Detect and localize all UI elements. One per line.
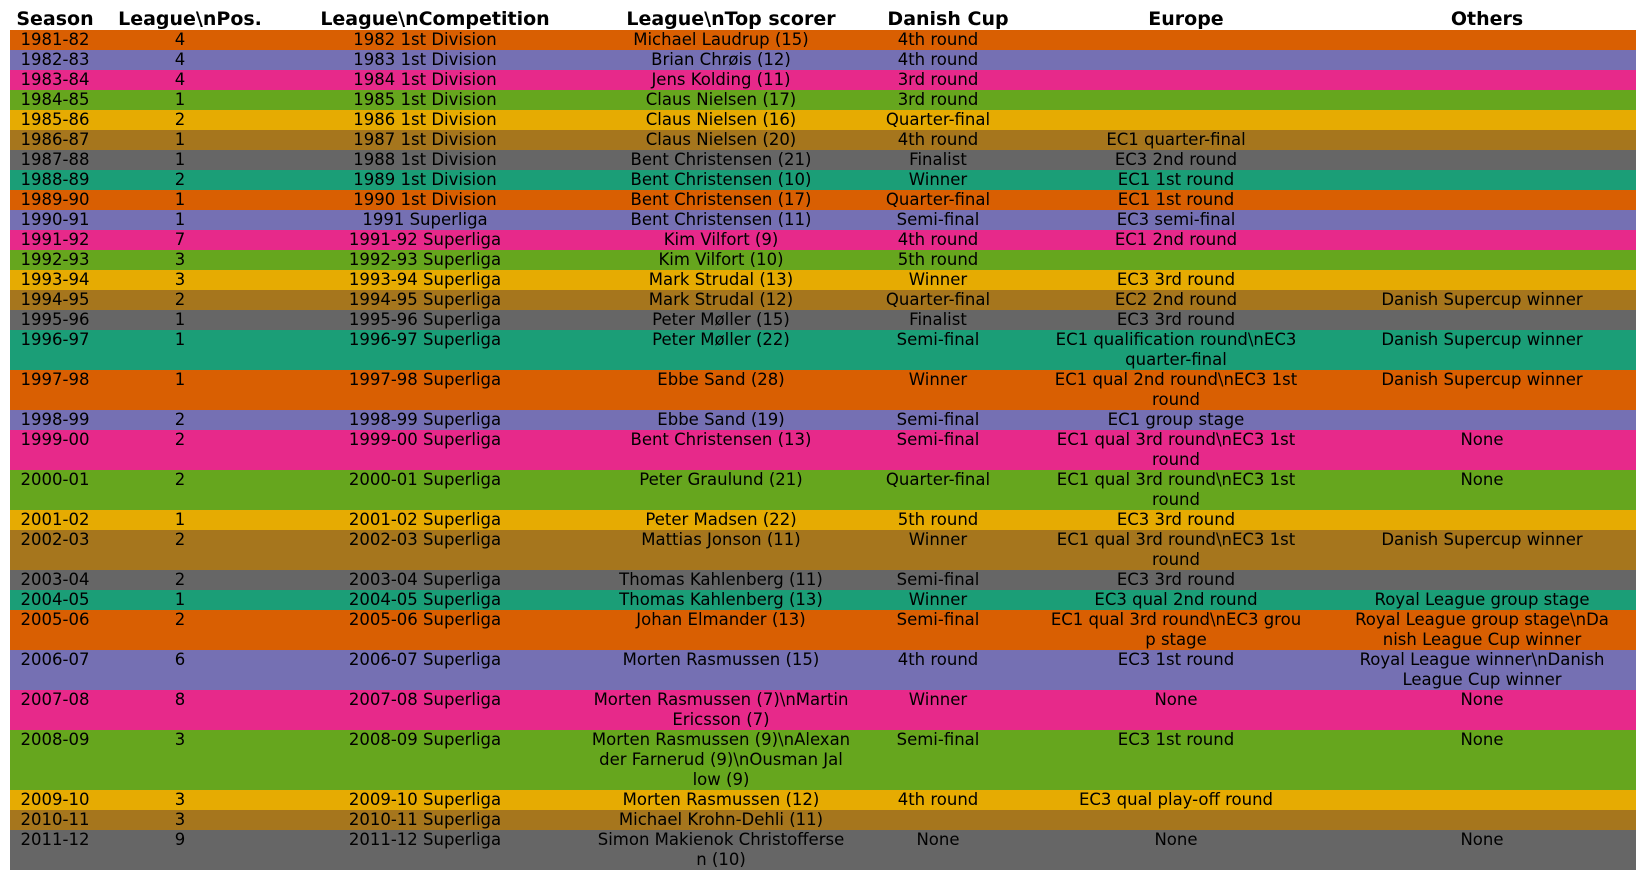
cell-league-pos: 3	[174, 270, 186, 289]
cell-top-scorer: Simon Makienok Christofferse n (10)	[597, 830, 845, 869]
cell-season: 1992-93	[20, 250, 90, 269]
cell-league-pos: 4	[174, 70, 186, 89]
cell-season: 1990-91	[20, 210, 90, 229]
cell-europe: EC3 1st round	[1117, 730, 1235, 749]
cell-league-pos: 3	[174, 730, 186, 749]
table-row	[10, 130, 1636, 150]
table-row	[10, 190, 1636, 210]
cell-others	[1328, 210, 1636, 230]
cell-danish-cup: Semi-final	[896, 410, 980, 429]
cell-league-pos: 2	[174, 530, 186, 549]
cell-league-pos: 2	[174, 410, 186, 429]
cell-league-pos: 6	[174, 650, 186, 669]
table-row	[10, 470, 1636, 510]
cell-top-scorer: Bent Christensen (10)	[630, 170, 812, 189]
cell-danish-cup: Quarter-final	[885, 110, 991, 129]
table-row	[10, 330, 1636, 370]
cell-league-competition: 1998-99 Superliga	[348, 410, 502, 429]
table-row	[10, 310, 1636, 330]
cell-others	[1328, 190, 1636, 210]
cell-danish-cup: 4th round	[897, 130, 979, 149]
cell-europe: EC1 qual 3rd round\nEC3 1st round	[1056, 530, 1296, 569]
cell-top-scorer: Ebbe Sand (28)	[657, 370, 785, 389]
table-row	[10, 170, 1636, 190]
cell-others	[1328, 50, 1636, 70]
cell-top-scorer: Morten Rasmussen (9)\nAlexan der Farnerud (9)\nOusman Jal low (9)	[591, 730, 851, 789]
cell-danish-cup: 4th round	[897, 650, 979, 669]
cell-danish-cup: Quarter-final	[885, 470, 991, 489]
cell-danish-cup: 5th round	[897, 510, 979, 529]
table-row	[10, 90, 1636, 110]
cell-europe: EC3 3rd round	[1116, 570, 1236, 589]
cell-league-pos: 3	[174, 250, 186, 269]
cell-others	[1328, 570, 1636, 590]
header-others: Others	[1450, 8, 1524, 30]
cell-top-scorer: Mark Strudal (12)	[648, 290, 794, 309]
cell-season: 2010-11	[20, 810, 90, 829]
cell-danish-cup: 5th round	[897, 250, 979, 269]
cell-league-competition: 1986 1st Division	[353, 110, 497, 129]
cell-league-pos: 1	[174, 90, 186, 109]
table-row	[10, 70, 1636, 90]
cell-europe: EC1 1st round	[1117, 170, 1235, 189]
cell-europe: EC3 1st round	[1117, 650, 1235, 669]
table-row	[10, 410, 1636, 430]
cell-league-competition: 2008-09 Superliga	[348, 730, 502, 749]
cell-others: Royal League winner\nDanish League Cup winner	[1359, 650, 1605, 689]
cell-league-competition: 1989 1st Division	[353, 170, 497, 189]
cell-danish-cup: 4th round	[897, 790, 979, 809]
cell-league-competition: 1983 1st Division	[353, 50, 497, 69]
cell-top-scorer: Morten Rasmussen (7)\nMartin Ericsson (7)	[593, 690, 849, 729]
cell-league-competition: 1995-96 Superliga	[348, 310, 502, 329]
cell-danish-cup: Semi-final	[896, 570, 980, 589]
table-row	[10, 30, 1636, 50]
cell-others: None	[1460, 830, 1504, 849]
cell-league-competition: 1992-93 Superliga	[348, 250, 502, 269]
cell-top-scorer: Peter Graulund (21)	[639, 470, 803, 489]
cell-league-pos: 1	[174, 330, 186, 349]
cell-top-scorer: Peter Møller (15)	[652, 310, 790, 329]
cell-europe: EC3 qual play-off round	[1078, 790, 1274, 809]
cell-danish-cup: Winner	[908, 530, 968, 549]
header-league-pos: League\nPos.	[118, 8, 262, 30]
cell-league-pos: 2	[174, 570, 186, 589]
cell-europe: EC1 qualification round\nEC3 quarter-final	[1055, 330, 1297, 369]
cell-league-pos: 2	[174, 610, 186, 629]
cell-others: Danish Supercup winner	[1381, 370, 1583, 389]
cell-season: 2009-10	[20, 790, 90, 809]
cell-danish-cup: Finalist	[909, 150, 967, 169]
cell-europe: EC1 group stage	[1107, 410, 1245, 429]
cell-top-scorer: Bent Christensen (13)	[630, 430, 812, 449]
cell-others: None	[1460, 430, 1504, 449]
cell-league-pos: 2	[174, 470, 186, 489]
cell-league-pos: 9	[174, 830, 186, 849]
cell-top-scorer: Michael Krohn-Dehli (11)	[618, 810, 824, 829]
table-row	[10, 510, 1636, 530]
table-row	[10, 830, 1636, 870]
table-row	[10, 270, 1636, 290]
cell-top-scorer: Peter Madsen (22)	[645, 510, 797, 529]
cell-europe	[1024, 30, 1328, 50]
cell-europe: EC1 qual 3rd round\nEC3 1st round	[1056, 470, 1296, 509]
cell-others: Royal League group stage	[1374, 590, 1590, 609]
table-row	[10, 690, 1636, 730]
cell-season: 1981-82	[20, 30, 90, 49]
cell-season: 2005-06	[20, 610, 90, 629]
cell-league-pos: 4	[174, 30, 186, 49]
cell-league-competition: 2006-07 Superliga	[348, 650, 502, 669]
cell-europe: EC3 3rd round	[1116, 270, 1236, 289]
cell-europe: EC1 quarter-final	[1106, 130, 1246, 149]
cell-danish-cup: Semi-final	[896, 730, 980, 749]
cell-league-competition: 2004-05 Superliga	[348, 590, 502, 609]
cell-danish-cup: 4th round	[897, 230, 979, 249]
cell-danish-cup: Winner	[908, 690, 968, 709]
cell-others	[1328, 790, 1636, 810]
cell-league-competition: 2002-03 Superliga	[348, 530, 502, 549]
cell-league-competition: 2003-04 Superliga	[348, 570, 502, 589]
cell-season: 2006-07	[20, 650, 90, 669]
cell-league-competition: 2009-10 Superliga	[348, 790, 502, 809]
cell-europe	[1024, 250, 1328, 270]
cell-others: None	[1460, 730, 1504, 749]
cell-danish-cup: 3rd round	[897, 90, 979, 109]
header-europe: Europe	[1148, 8, 1224, 30]
cell-others	[1328, 130, 1636, 150]
cell-league-pos: 1	[174, 210, 186, 229]
cell-top-scorer: Kim Vilfort (9)	[663, 230, 779, 249]
cell-top-scorer: Claus Nielsen (16)	[645, 110, 797, 129]
cell-top-scorer: Claus Nielsen (20)	[645, 130, 797, 149]
cell-danish-cup: Semi-final	[896, 210, 980, 229]
cell-league-competition: 1991-92 Superliga	[348, 230, 502, 249]
cell-top-scorer: Thomas Kahlenberg (13)	[619, 590, 823, 609]
cell-danish-cup: Finalist	[909, 310, 967, 329]
cell-top-scorer: Morten Rasmussen (12)	[622, 790, 820, 809]
cell-top-scorer: Jens Kolding (11)	[651, 70, 791, 89]
cell-league-competition: 1984 1st Division	[353, 70, 497, 89]
cell-season: 2007-08	[20, 690, 90, 709]
cell-others	[1328, 250, 1636, 270]
cell-others: Royal League group stage\nDa nish League Cup winner	[1355, 610, 1609, 649]
cell-season: 1986-87	[20, 130, 90, 149]
cell-league-pos: 2	[174, 290, 186, 309]
cell-top-scorer: Thomas Kahlenberg (11)	[619, 570, 823, 589]
cell-europe: None	[1154, 690, 1198, 709]
cell-season: 1996-97	[20, 330, 90, 349]
cell-season: 1988-89	[20, 170, 90, 189]
cell-league-pos: 1	[174, 150, 186, 169]
cell-europe: EC1 2nd round	[1114, 230, 1238, 249]
cell-league-pos: 1	[174, 590, 186, 609]
cell-others	[1328, 70, 1636, 90]
cell-europe: EC1 qual 3rd round\nEC3 grou p stage	[1050, 610, 1302, 649]
cell-danish-cup: Quarter-final	[885, 190, 991, 209]
cell-league-competition: 1994-95 Superliga	[348, 290, 502, 309]
cell-others	[1328, 410, 1636, 430]
cell-europe: EC3 3rd round	[1116, 510, 1236, 529]
cell-league-competition: 2000-01 Superliga	[348, 470, 502, 489]
cell-europe: EC1 1st round	[1117, 190, 1235, 209]
cell-league-competition: 1985 1st Division	[353, 90, 497, 109]
table-row	[10, 590, 1636, 610]
cell-europe	[1024, 110, 1328, 130]
cell-league-competition: 1997-98 Superliga	[348, 370, 502, 389]
cell-season: 1999-00	[20, 430, 90, 449]
cell-others	[1328, 310, 1636, 330]
cell-top-scorer: Mattias Jonson (11)	[641, 530, 801, 549]
table-row	[10, 290, 1636, 310]
cell-others	[1328, 230, 1636, 250]
table-row	[10, 570, 1636, 590]
cell-season: 1995-96	[20, 310, 90, 329]
table-row	[10, 730, 1636, 790]
cell-league-competition: 1987 1st Division	[353, 130, 497, 149]
cell-league-competition: 1991 Superliga	[362, 210, 488, 229]
cell-others	[1328, 270, 1636, 290]
table-row	[10, 610, 1636, 650]
cell-europe: EC3 2nd round	[1114, 150, 1238, 169]
cell-top-scorer: Bent Christensen (11)	[630, 210, 812, 229]
cell-season: 1991-92	[20, 230, 90, 249]
cell-others	[1328, 510, 1636, 530]
cell-league-competition: 1999-00 Superliga	[348, 430, 502, 449]
cell-others: None	[1460, 470, 1504, 489]
cell-top-scorer: Bent Christensen (21)	[630, 150, 812, 169]
cell-others: Danish Supercup winner	[1381, 330, 1583, 349]
cell-league-competition: 2001-02 Superliga	[348, 510, 502, 529]
cell-others	[1328, 110, 1636, 130]
cell-europe	[1024, 70, 1328, 90]
cell-season: 1997-98	[20, 370, 90, 389]
cell-europe: EC3 3rd round	[1116, 310, 1236, 329]
table-row	[10, 650, 1636, 690]
table-row	[10, 250, 1636, 270]
cell-others	[1328, 810, 1636, 830]
table-row	[10, 790, 1636, 810]
header-league-competition: League\nCompetition	[320, 8, 550, 30]
cell-europe: EC3 semi-final	[1116, 210, 1236, 229]
cell-europe: EC2 2nd round	[1114, 290, 1238, 309]
cell-league-pos: 1	[174, 190, 186, 209]
cell-top-scorer: Peter Møller (22)	[652, 330, 790, 349]
cell-danish-cup: Semi-final	[896, 610, 980, 629]
cell-others	[1328, 170, 1636, 190]
table-row	[10, 50, 1636, 70]
cell-others: Danish Supercup winner	[1381, 290, 1583, 309]
cell-league-pos: 3	[174, 790, 186, 809]
cell-season: 1987-88	[20, 150, 90, 169]
cell-season: 2001-02	[20, 510, 90, 529]
cell-league-competition: 2007-08 Superliga	[348, 690, 502, 709]
cell-danish-cup: Winner	[908, 170, 968, 189]
cell-europe: EC3 qual 2nd round	[1094, 590, 1258, 609]
cell-top-scorer: Bent Christensen (17)	[630, 190, 812, 209]
cell-season: 1983-84	[20, 70, 90, 89]
cell-season: 1985-86	[20, 110, 90, 129]
cell-league-pos: 8	[174, 690, 186, 709]
cell-league-competition: 2005-06 Superliga	[348, 610, 502, 629]
cell-league-pos: 7	[174, 230, 186, 249]
cell-danish-cup: 3rd round	[897, 70, 979, 89]
cell-danish-cup: None	[916, 830, 960, 849]
cell-europe: EC1 qual 3rd round\nEC3 1st round	[1056, 430, 1296, 469]
table-row	[10, 370, 1636, 410]
cell-league-pos: 1	[174, 510, 186, 529]
cell-danish-cup: Winner	[908, 370, 968, 389]
cell-europe	[1024, 90, 1328, 110]
cell-season: 2002-03	[20, 530, 90, 549]
cell-top-scorer: Johan Elmander (13)	[636, 610, 806, 629]
cell-top-scorer: Ebbe Sand (19)	[657, 410, 785, 429]
header-top-scorer: League\nTop scorer	[626, 8, 836, 30]
cell-danish-cup: Winner	[908, 270, 968, 289]
cell-league-competition: 2011-12 Superliga	[348, 830, 502, 849]
cell-others	[1328, 90, 1636, 110]
table-row	[10, 810, 1636, 830]
cell-season: 1994-95	[20, 290, 90, 309]
cell-top-scorer: Claus Nielsen (17)	[645, 90, 797, 109]
table-row	[10, 110, 1636, 130]
table-row	[10, 150, 1636, 170]
cell-danish-cup: Winner	[908, 590, 968, 609]
cell-top-scorer: Brian Chrøis (12)	[651, 50, 791, 69]
cell-league-competition: 1993-94 Superliga	[348, 270, 502, 289]
table-row	[10, 230, 1636, 250]
cell-europe	[1024, 810, 1328, 830]
cell-season: 1984-85	[20, 90, 90, 109]
cell-danish-cup: 4th round	[897, 50, 979, 69]
header-danish-cup: Danish Cup	[887, 8, 1009, 30]
cell-europe	[1024, 50, 1328, 70]
cell-top-scorer: Michael Laudrup (15)	[633, 30, 809, 49]
cell-league-competition: 1982 1st Division	[353, 30, 497, 49]
cell-others: Danish Supercup winner	[1381, 530, 1583, 549]
cell-league-pos: 2	[174, 170, 186, 189]
cell-others: None	[1460, 690, 1504, 709]
cell-top-scorer: Kim Vilfort (10)	[658, 250, 784, 269]
cell-league-competition: 2010-11 Superliga	[348, 810, 502, 829]
cell-others	[1328, 150, 1636, 170]
cell-danish-cup: Quarter-final	[885, 290, 991, 309]
cell-europe: None	[1154, 830, 1198, 849]
cell-others	[1328, 30, 1636, 50]
cell-season: 1993-94	[20, 270, 90, 289]
cell-season: 2003-04	[20, 570, 90, 589]
cell-league-pos: 1	[174, 130, 186, 149]
header-season: Season	[16, 8, 94, 30]
cell-league-pos: 2	[174, 110, 186, 129]
cell-europe: EC1 qual 2nd round\nEC3 1st round	[1054, 370, 1298, 409]
cell-league-pos: 1	[174, 310, 186, 329]
cell-league-pos: 3	[174, 810, 186, 829]
cell-league-pos: 2	[174, 430, 186, 449]
table-row	[10, 530, 1636, 570]
cell-danish-cup: Semi-final	[896, 430, 980, 449]
cell-league-pos: 1	[174, 370, 186, 389]
cell-season: 1982-83	[20, 50, 90, 69]
cell-danish-cup: Semi-final	[896, 330, 980, 349]
table-row	[10, 430, 1636, 470]
cell-top-scorer: Morten Rasmussen (15)	[622, 650, 820, 669]
cell-league-competition: 1990 1st Division	[353, 190, 497, 209]
cell-season: 1998-99	[20, 410, 90, 429]
cell-season: 1989-90	[20, 190, 90, 209]
cell-season: 2011-12	[20, 830, 90, 849]
cell-season: 2000-01	[20, 470, 90, 489]
cell-season: 2004-05	[20, 590, 90, 609]
cell-league-competition: 1988 1st Division	[353, 150, 497, 169]
cell-danish-cup	[852, 810, 1024, 830]
cell-top-scorer: Mark Strudal (13)	[648, 270, 794, 289]
cell-danish-cup: 4th round	[897, 30, 979, 49]
table-row	[10, 210, 1636, 230]
cell-league-pos: 4	[174, 50, 186, 69]
cell-season: 2008-09	[20, 730, 90, 749]
cell-league-competition: 1996-97 Superliga	[348, 330, 502, 349]
